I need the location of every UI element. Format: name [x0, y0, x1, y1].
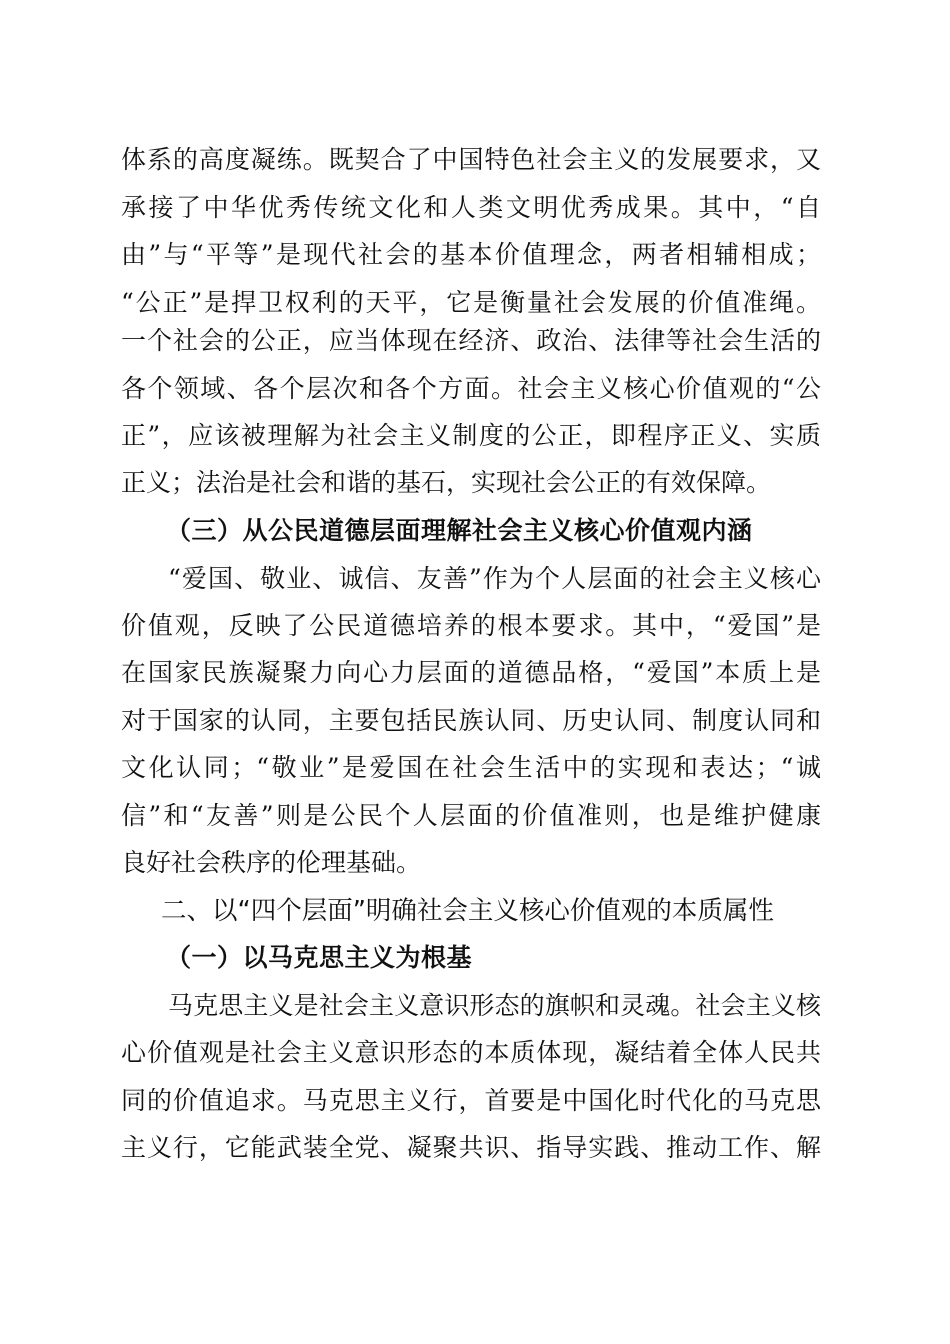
paragraph-line: 体系的高度凝练。既契合了中国特色社会主义的发展要求，又	[121, 145, 821, 174]
paragraph-line: 主义行，它能武装全党、凝聚共识、指导实践、推动工作、解	[121, 1133, 821, 1162]
paragraph-line: 信”和“友善”则是公民个人层面的价值准则，也是维护健康	[121, 801, 821, 830]
paragraph-line: 马克思主义是社会主义意识形态的旗帜和灵魂。社会主义核	[168, 991, 821, 1020]
paragraph-line: 承接了中华优秀传统文化和人类文明优秀成果。其中，“自	[121, 193, 821, 222]
paragraph-line: 对于国家的认同，主要包括民族认同、历史认同、制度认同和	[121, 706, 821, 735]
section-heading: 二、以“四个层面”明确社会主义核心价值观的本质属性	[161, 896, 774, 926]
paragraph-line: 同的价值追求。马克思主义行，首要是中国化时代化的马克思	[121, 1086, 821, 1115]
section-subheading: （一）以马克思主义为根基	[166, 943, 473, 972]
paragraph-line: 正”，应该被理解为社会主义制度的公正，即程序正义、实质	[121, 421, 821, 450]
paragraph-line: “爱国、敬业、诚信、友善”作为个人层面的社会主义核心	[168, 564, 821, 593]
section-subheading: （三）从公民道德层面理解社会主义核心价值观内涵	[166, 516, 753, 545]
paragraph-line: 心价值观是社会主义意识形态的本质体现，凝结着全体人民共	[121, 1038, 821, 1067]
paragraph-line: 正义；法治是社会和谐的基石，实现社会公正的有效保障。	[121, 468, 772, 497]
paragraph-line: 在国家民族凝聚力向心力层面的道德品格，“爱国”本质上是	[121, 658, 821, 687]
paragraph-line: 由”与“平等”是现代社会的基本价值理念，两者相辅相成；	[121, 240, 821, 269]
paragraph-line: 一个社会的公正，应当体现在经济、政治、法律等社会生活的	[121, 326, 821, 355]
paragraph-line: “公正”是捍卫权利的天平，它是衡量社会发展的价值准绳。	[121, 288, 821, 317]
paragraph-line: 各个领域、各个层次和各个方面。社会主义核心价值观的“公	[121, 374, 821, 403]
paragraph-line: 良好社会秩序的伦理基础。	[121, 848, 422, 877]
paragraph-line: 文化认同；“敬业”是爱国在社会生活中的实现和表达；“诚	[121, 753, 821, 782]
paragraph-line: 价值观，反映了公民道德培养的根本要求。其中，“爱国”是	[121, 611, 821, 640]
